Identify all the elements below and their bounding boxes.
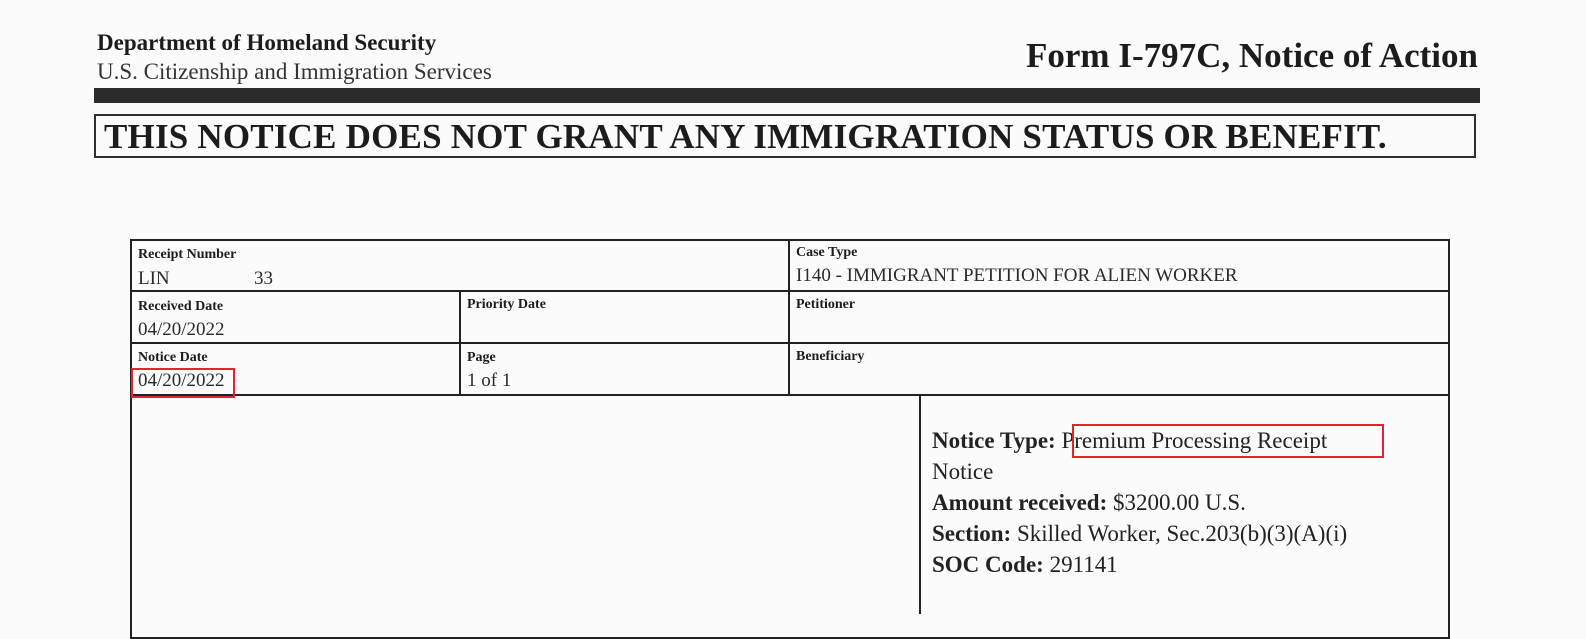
notice-type-continued: Notice <box>932 459 994 484</box>
section-value: Skilled Worker, Sec.203(b)(3)(A)(i) <box>1016 521 1348 546</box>
notice-date-label: Notice Date <box>138 350 208 365</box>
section-label: Section: <box>932 521 1012 546</box>
soc-code-value: 291141 <box>1049 552 1118 577</box>
beneficiary-label: Beneficiary <box>796 349 865 364</box>
section-line <box>932 518 1347 549</box>
receipt-number-prefix: LIN <box>138 268 170 289</box>
agency-name: U.S. Citizenship and Immigration Services <box>97 59 492 84</box>
soc-code-line <box>932 549 1347 580</box>
amount-line <box>932 487 1347 518</box>
received-date-value: 04/20/2022 <box>138 319 225 340</box>
grid-divider <box>130 342 1450 344</box>
petitioner-label: Petitioner <box>796 297 856 312</box>
grid-divider <box>130 290 1450 292</box>
amount-value: $3200.00 U.S. <box>1112 490 1246 515</box>
case-type-value: I140 - IMMIGRANT PETITION FOR ALIEN WORKER <box>796 265 1238 286</box>
priority-date-label: Priority Date <box>467 297 546 312</box>
receipt-number-suffix: 33 <box>254 268 273 289</box>
grid-divider <box>919 394 921 614</box>
notice-date-value: 04/20/2022 <box>138 370 225 391</box>
grid-divider <box>788 239 790 396</box>
received-date-label: Received Date <box>138 299 224 314</box>
disclaimer-banner: THIS NOTICE DOES NOT GRANT ANY IMMIGRATION STATUS OR BENEFIT. <box>94 114 1476 158</box>
department-name: Department of Homeland Security <box>97 30 437 55</box>
header-rule <box>94 88 1480 103</box>
grid-divider <box>459 290 461 396</box>
notice-date-highlight <box>131 368 235 398</box>
case-type-label: Case Type <box>796 245 858 260</box>
grid-divider <box>130 394 1450 396</box>
form-title: Form I-797C, Notice of Action <box>1026 36 1478 75</box>
amount-label: Amount received: <box>932 490 1108 515</box>
soc-code-label: SOC Code: <box>932 552 1044 577</box>
page-value: 1 of 1 <box>467 370 512 391</box>
notice-type-label: Notice Type: <box>932 428 1056 453</box>
notice-type-highlight <box>1072 424 1384 458</box>
notice-type-value: Premium Processing Receipt <box>1061 428 1328 453</box>
receipt-number-label: Receipt Number <box>138 247 237 262</box>
page-label: Page <box>467 350 496 365</box>
